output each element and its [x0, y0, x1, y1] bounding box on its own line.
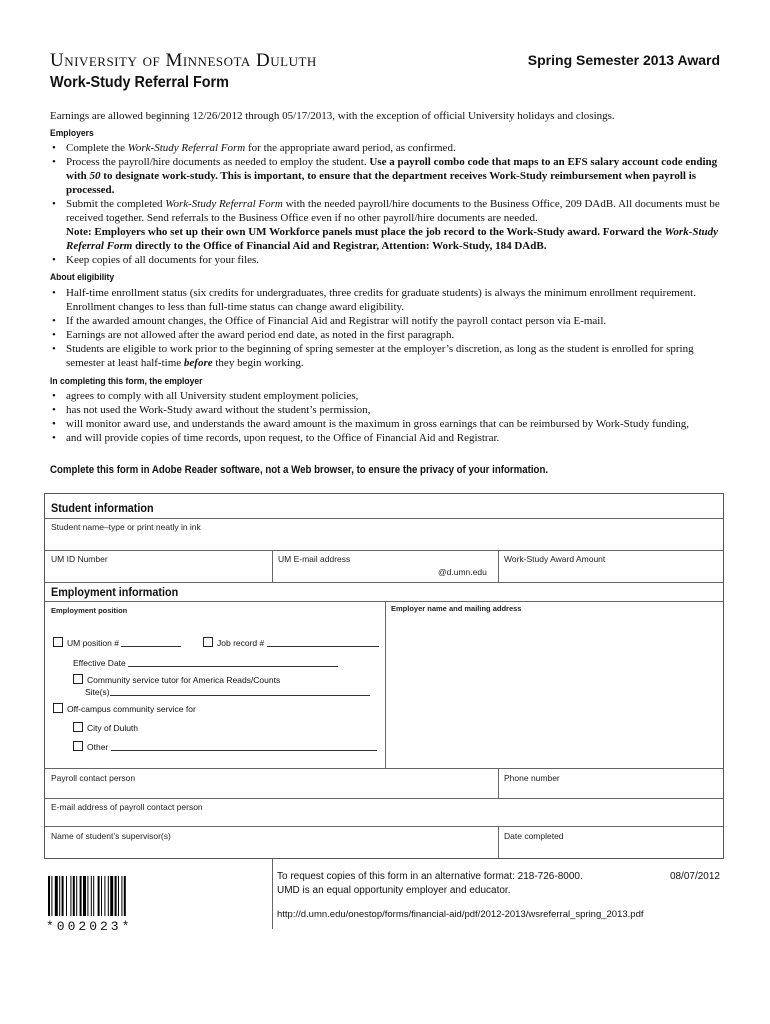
um-email-field[interactable]: UM E-mail address: [278, 554, 351, 564]
employment-position-label: Employment position: [51, 606, 128, 615]
list-item: • and will provide copies of time records, upon request, to the Office of Financial Aid and Registrar.: [50, 431, 720, 445]
effective-date-label: Effective Date: [73, 658, 126, 668]
eligibility-heading: About eligibility: [50, 272, 115, 283]
list-item: • Earnings are not allowed after the award period end date, as noted in the first paragraph.: [50, 328, 720, 342]
barcode-image: [46, 876, 166, 916]
city-option[interactable]: [73, 722, 138, 733]
list-item: • will monitor award use, and understands the award amount is the maximum in gross earnings that can be reimbursed by Work-Study funding,: [50, 417, 720, 431]
student-section-title: Student information: [51, 501, 154, 515]
payroll-email-field[interactable]: E-mail address of payroll contact person: [51, 802, 203, 812]
employers-list: [50, 141, 720, 267]
supervisor-field[interactable]: Name of student’s supervisor(s): [51, 831, 171, 841]
job-record-option[interactable]: [203, 637, 379, 648]
offcampus-label: Off-campus community service for: [67, 704, 196, 714]
um-position-checkbox[interactable]: [53, 637, 63, 647]
list-item: • If the awarded amount changes, the Office of Financial Aid and Registrar will notify the payroll contact person via E-mail.: [50, 314, 720, 328]
other-label: Other: [87, 742, 109, 752]
referral-form: [44, 493, 724, 859]
email-domain: @d.umn.edu: [438, 567, 487, 577]
university-name: University of Minnesota Duluth: [50, 50, 317, 71]
effective-date-field[interactable]: [73, 657, 338, 668]
offcampus-option[interactable]: [53, 703, 196, 714]
student-name-field[interactable]: Student name–type or print neatly in ink: [51, 522, 201, 532]
other-checkbox[interactable]: [73, 741, 83, 751]
city-label: City of Duluth: [87, 723, 139, 733]
list-item: • agrees to comply with all University student employment policies,: [50, 389, 720, 403]
um-position-label: UM position #: [67, 638, 119, 648]
date-completed-field[interactable]: Date completed: [504, 831, 564, 841]
employment-section-title: Employment information: [51, 585, 179, 599]
payroll-contact-field[interactable]: Payroll contact person: [51, 773, 136, 783]
eligibility-list: [50, 286, 720, 370]
list-item: • has not used the Work-Study award without the student’s permission,: [50, 403, 720, 417]
um-position-option[interactable]: [53, 637, 181, 648]
employers-heading: Employers: [50, 128, 94, 139]
tutor-option[interactable]: [73, 674, 280, 685]
completing-heading: In completing this form, the employer: [50, 376, 203, 387]
employer-address-field[interactable]: Employer name and mailing address: [391, 604, 522, 613]
list-item: • Half-time enrollment status (six credits for undergraduates, three credits for graduate students) is always the minimum enrollment requirement. Enrollment changes to less than full-time status can change award eligibility.: [50, 286, 720, 314]
city-checkbox[interactable]: [73, 722, 83, 732]
tutor-checkbox[interactable]: [73, 674, 83, 684]
tutor-label: Community service tutor for America Reads/Counts: [87, 675, 281, 685]
form-url[interactable]: http://d.umn.edu/onestop/forms/financial-aid/pdf/2012-2013/wsreferral_spring_2013.pdf: [277, 909, 644, 920]
alt-format-notice: To request copies of this form in an alternative format: 218-726-8000.: [277, 871, 583, 882]
list-item: • Keep copies of all documents for your files.: [50, 253, 720, 267]
barcode-number: *002023*: [46, 919, 133, 934]
list-item: • Students are eligible to work prior to the beginning of spring semester at the employer’s discretion, as long as the student is enrolled for spring semester at least half-time before they begin working.: [50, 342, 720, 370]
list-item: • Process the payroll/hire documents as needed to employ the student. Use a payroll combo code that maps to an EFS salary account code ending with 50 to designate work-study. This is important, to ensure that the department receives Work-Study reimbursement when payroll is processed.: [50, 155, 720, 197]
eoe-statement: UMD is an equal opportunity employer and educator.: [277, 885, 511, 896]
job-record-checkbox[interactable]: [203, 637, 213, 647]
list-item: • Complete the Work-Study Referral Form for the appropriate award period, as confirmed.: [50, 141, 720, 155]
phone-field[interactable]: Phone number: [504, 773, 560, 783]
intro-paragraph: Earnings are allowed beginning 12/26/2012 through 05/17/2013, with the exception of official University holidays and closings.: [50, 110, 615, 122]
award-amount-field[interactable]: Work-Study Award Amount: [504, 554, 606, 564]
form-date: 08/07/2012: [669, 871, 720, 882]
award-period: Spring Semester 2013 Award: [527, 52, 720, 68]
other-option[interactable]: [73, 741, 377, 752]
privacy-notice: Complete this form in Adobe Reader software, not a Web browser, to ensure the privacy of your information.: [50, 464, 549, 476]
offcampus-checkbox[interactable]: [53, 703, 63, 713]
completing-list: [50, 389, 720, 445]
sites-field[interactable]: [85, 686, 370, 697]
job-record-label: Job record #: [217, 638, 265, 648]
um-id-field[interactable]: UM ID Number: [51, 554, 108, 564]
sites-label: Site(s): [85, 687, 110, 697]
form-title: Work-Study Referral Form: [50, 74, 229, 91]
list-item: • Submit the completed Work-Study Referral Form with the needed payroll/hire documents to the Business Office, 209 DAdB. All documents must be received together. Send referrals to the Business Office even if no other payroll/hire documents are needed. Note: Employers who set up their own UM Workforce panels must place the job record to the Work-Study award. Forward the Work-Study Referral Form directly to the Office of Financial Aid and Registrar, Attention: Work-Study, 184 DAdB.: [50, 197, 720, 253]
